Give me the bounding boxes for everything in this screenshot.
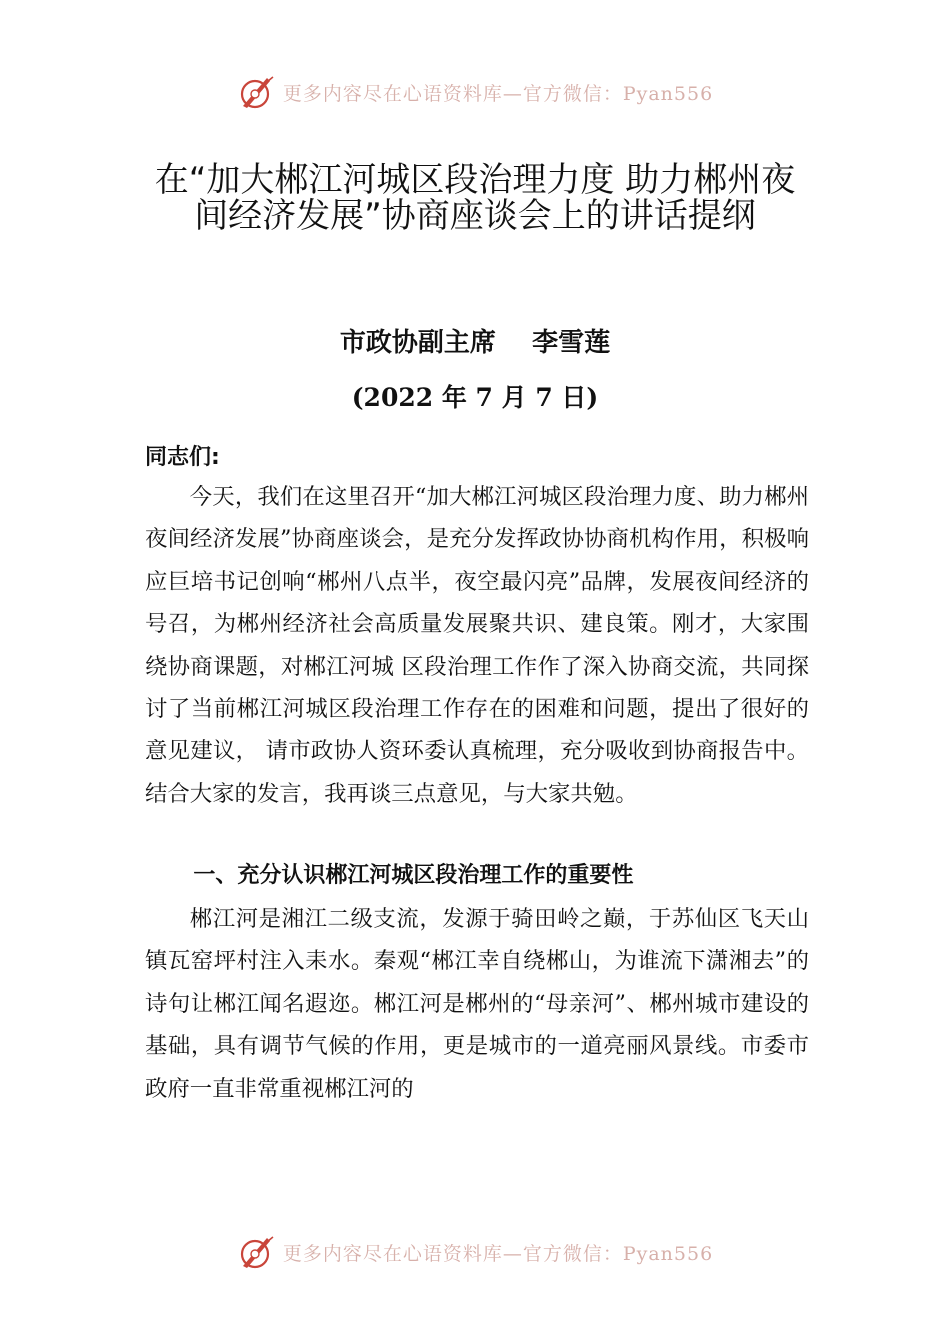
quill-pen-logo-icon <box>237 1232 277 1272</box>
document-date: (2022 年 7 月 7 日) <box>351 383 599 412</box>
footer-watermark <box>0 1230 950 1274</box>
quill-pen-logo-icon <box>237 72 277 112</box>
speaker-line: 市政协副主席 李雪莲 <box>339 328 611 358</box>
watermark-text: 更多内容尽在心语资料库—官方微信：Pyan556 <box>282 1242 714 1265</box>
body-paragraph-1: 今天，我们在这里召开“加大郴江河城区段治理力度、助力郴州夜间经济发展”协商座谈会，是充分发挥政协协商机构作用，积极响应巨培书记创响“郴州八点半，夜空最闪亮”品牌，发展夜间经济的号召，为郴州经济社会高质量发展聚共识、建良策。刚才，大家围绕协商课题，对郴江河城 区段治理工作作了深入协商交流，共同探讨了当前郴江河城区段治理工作存在的困难和问题，提出了很好的意见建议， 请市政协人资环委认真梳理，充分吸收到协商报告中。结合大家的发言，我再谈三点意见，与大家共勉。 <box>145 484 809 807</box>
body-paragraph-2: 郴江河是湘江二级支流，发源于骑田岭之巅，于苏仙区飞天山镇瓦窑坪村注入耒水。秦观“郴江幸自绕郴山，为谁流下潇湘去”的诗句让郴江闻名遐迩。郴江河是郴州的“母亲河”、郴州城市建设的基础，具有调节气候的作用，更是城市的一道亮丽风景线。市委市政府一直非常重视郴江河的 <box>145 906 809 1102</box>
section-heading-1: 一、充分认识郴江河城区段治理工作的重要性 <box>193 863 634 888</box>
header-watermark <box>0 70 950 114</box>
salutation: 同志们: <box>145 445 220 470</box>
watermark-text: 更多内容尽在心语资料库—官方微信：Pyan556 <box>282 82 714 105</box>
document-title: 在“加大郴江河城区段治理力度 助力郴州夜间经济发展”协商座谈会上的讲话提纲 <box>154 160 796 236</box>
